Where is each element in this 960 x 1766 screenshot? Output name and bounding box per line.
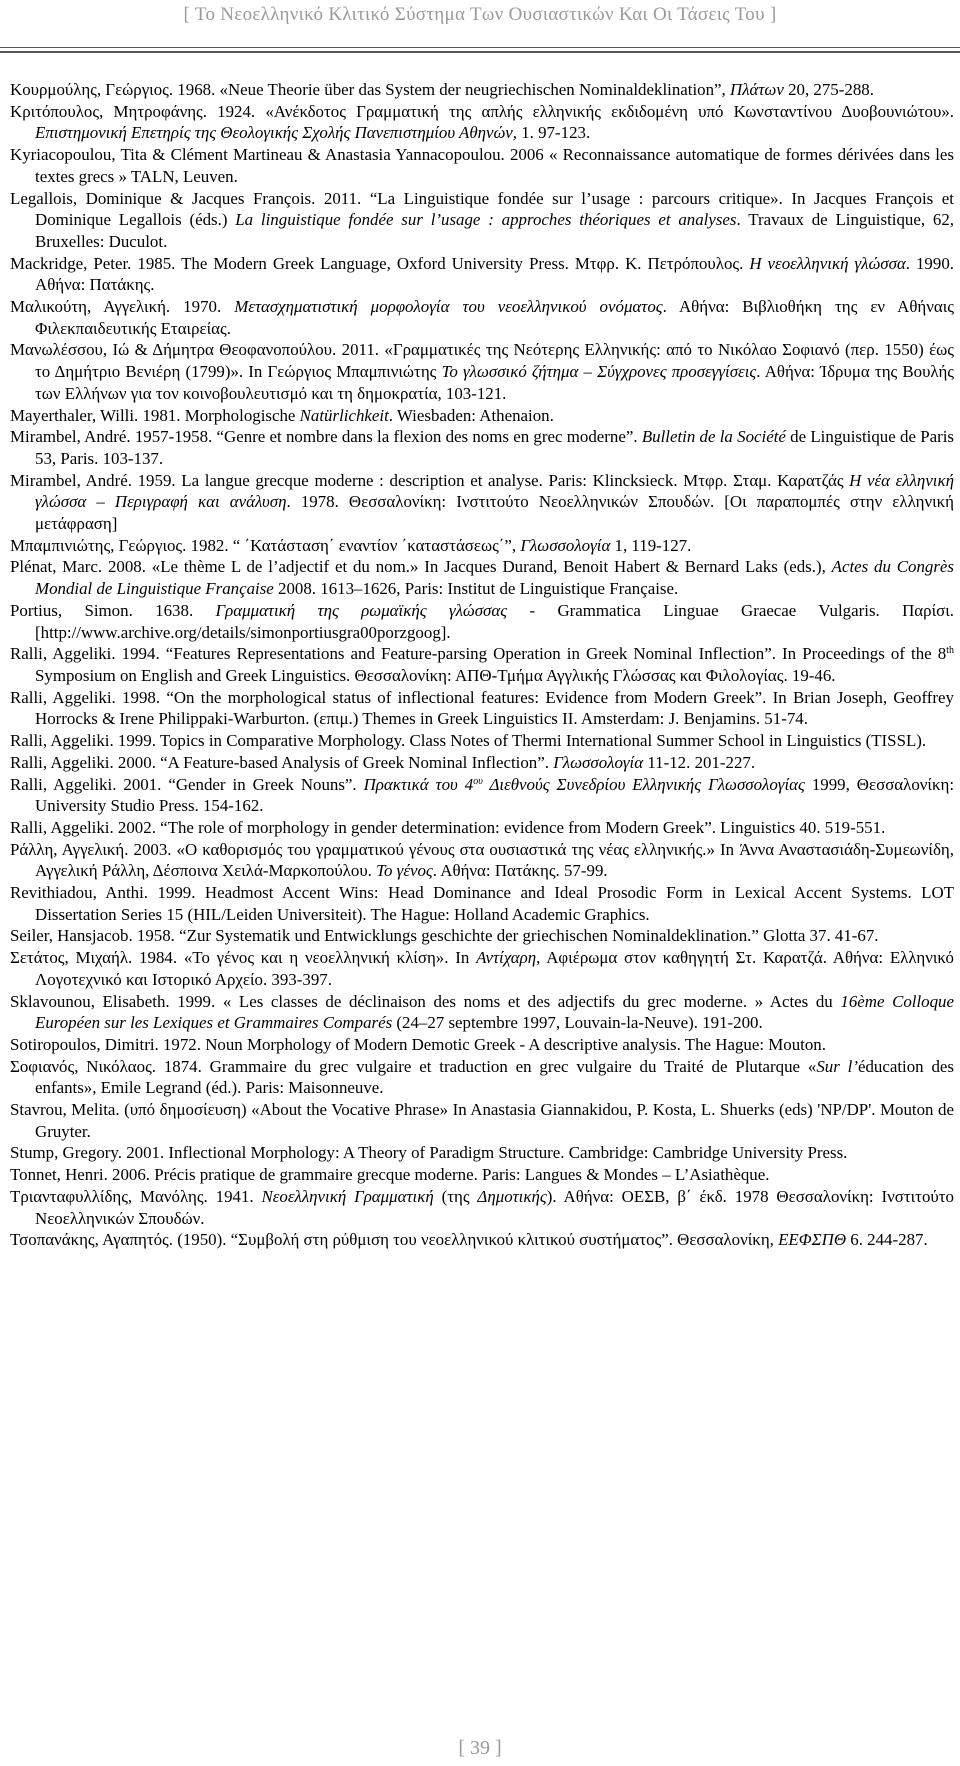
entry-text: Τσοπανάκης, Αγαπητός. (1950). “Συμβολή στη ρύθμιση του νεοελληνικού κλιτικού συστήματος”. Θεσσαλονίκη, xyxy=(10,1230,779,1250)
entry-text: 6. 244-287. xyxy=(846,1230,928,1250)
entry-italic-title: Αντίχαρη xyxy=(476,948,537,968)
entry-superscript: th xyxy=(946,645,954,657)
bibliography-entry xyxy=(10,535,954,557)
bibliography-entry xyxy=(10,643,954,686)
entry-superscript: ου xyxy=(473,775,483,787)
entry-italic-title: Γλωσσολογία xyxy=(520,535,611,555)
bibliography-entry xyxy=(10,1164,954,1186)
running-header: [ Το Νεοελληνικό Κλιτικό Σύστημα Των Ουσιαστικών Και Οι Τάσεις Του ] xyxy=(183,4,777,25)
bibliography-entry xyxy=(10,817,954,839)
bibliography-entry xyxy=(10,947,954,990)
entry-italic-title: Διεθνούς Συνεδρίου Ελληνικής Γλωσσολογίας xyxy=(482,774,805,794)
entry-italic-title: Γλωσσολογία xyxy=(553,752,644,772)
entry-text: Κριτόπουλος, Μητροφάνης. 1924. «Ανέκδοτος Γραμματική της απλής ελληνικής εκδιδομένη υπό Κωνσταντίνου Δυοβουνιώτου». xyxy=(10,101,954,121)
entry-text: (της xyxy=(433,1186,478,1206)
entry-text: Kyriacopoulou, Tita & Clément Martineau & Anastasia Yannacopoulou. 2006 « Reconnaissance automatique de formes dérivées dans les textes grecs » TALN, Leuven. xyxy=(10,145,954,186)
entry-italic-title: Πλάτων xyxy=(730,80,784,99)
entry-text: 11-12. 201-227. xyxy=(643,752,756,772)
entry-text: 1999, Θεσσαλονίκη: University Studio Press. 154-162. xyxy=(35,774,955,816)
entry-italic-title: 16ème Colloque Européen sur les Lexiques et Grammaires Comparés xyxy=(35,991,954,1033)
entry-italic-title: La linguistique fondée sur l’usage : approches théoriques et analyses xyxy=(235,210,737,230)
header-rule-thick xyxy=(0,51,960,53)
entry-text: Κουρμούλης, Γεώργιος. 1968. «Neue Theorie über das System der neugriechischen Nominaldeklination”, xyxy=(10,80,730,99)
bibliography-entry xyxy=(10,405,954,427)
bibliography-entry xyxy=(10,426,954,469)
entry-text: Ralli, Aggeliki. 1994. “Features Representations and Feature-parsing Operation in Greek Nominal Inflection”. In Proceedings of the 8 xyxy=(10,644,947,664)
bibliography-entry xyxy=(10,188,954,253)
entry-text: Symposium on English and Greek Linguistics. Θεσσαλονίκη: ΑΠΘ-Τμήμα Αγγλικής Γλώσσας και Φιλολογίας. 19-46. xyxy=(35,665,836,685)
entry-italic-title: Bulletin de la Société xyxy=(641,427,786,447)
bibliography-entry xyxy=(10,882,954,925)
bibliography-entry xyxy=(10,79,954,101)
entry-text: Mackridge, Peter. 1985. The Modern Greek Language, Oxford University Press. Μτφρ. Κ. Πετρόπουλος. xyxy=(10,253,750,273)
bibliography-entry xyxy=(10,339,954,404)
entry-text: . Αθήνα: Βιβλιοθήκη της εν Αθήναις Φιλεκπαιδευτικής Εταιρείας. xyxy=(35,297,954,338)
entry-italic-title: Natürlichkeit xyxy=(299,405,389,425)
bibliography-entry xyxy=(10,1099,954,1142)
entry-text: éducation des enfants», Emile Legrand (éd.). Paris: Maisonneuve. xyxy=(35,1056,954,1098)
entry-italic-title: Το γλωσσικό ζήτημα – Σύγχρονες προσεγγίσεις xyxy=(441,362,757,382)
entry-text: Seiler, Hansjacob. 1958. “Zur Systematik und Entwicklungs geschichte der griechischen Nominaldeklination.” Glotta 37. 41-67. xyxy=(10,926,879,946)
entry-text: . Αθήνα: Ίδρυμα της Βουλής των Ελλήνων για τον κοινοβουλευτισμό και τη δημοκρατία, 103-121. xyxy=(35,362,954,403)
bibliography-entry xyxy=(10,556,954,599)
bibliography-entry xyxy=(10,991,954,1034)
bibliography-entry xyxy=(10,253,954,296)
entry-text: Ralli, Aggeliki. 2002. “The role of morphology in gender determination: evidence from Modern Greek”. Linguistics 40. 519-551. xyxy=(10,817,886,837)
entry-text: . Wiesbaden: Athenaion. xyxy=(388,405,554,425)
entry-text: Mirambel, André. 1959. La langue grecque moderne : description et analyse. Paris: Klincksieck. Μτφρ. Σταμ. Καρατζάς xyxy=(10,470,850,490)
bibliography-entry xyxy=(10,925,954,947)
entry-text: ). Αθήνα: ΟΕΣΒ, β΄ έκδ. 1978 Θεσσαλονίκη: Ινστιτούτο Νεοελληνικών Σπουδών. xyxy=(35,1186,955,1228)
entry-text: - Grammatica Linguae Graecae Vulgaris. Παρίσι. [http://www.archive.org/details/simonportiusgra00porzgoog]. xyxy=(35,600,954,642)
bibliography-entry xyxy=(10,296,954,339)
entry-italic-title: Δημοτικής xyxy=(477,1186,547,1206)
entry-text: Plénat, Marc. 2008. «Le thème L de l’adjectif et du nom.» In Jacques Durand, Benoit Habert & Bernard Laks (eds.), xyxy=(10,557,832,577)
entry-text: . Travaux de Linguistique, 62, Bruxelles: Duculot. xyxy=(35,210,954,251)
bibliography-entry xyxy=(10,144,954,187)
entry-italic-title: Γραμματική της ρωμαϊκής γλώσσας xyxy=(215,600,508,620)
entry-text: Portius, Simon. 1638. xyxy=(10,600,216,620)
bibliography-entry xyxy=(10,470,954,535)
entry-text: Ralli, Aggeliki. 2000. “A Feature-based Analysis of Greek Nominal Inflection”. xyxy=(10,752,554,772)
bibliography-entry xyxy=(10,752,954,774)
entry-italic-title: Η νεοελληνική γλώσσα xyxy=(749,253,906,273)
entry-text: Ralli, Aggeliki. 1999. Topics in Comparative Morphology. Class Notes of Thermi International Summer School in Linguistics (TISSL). xyxy=(10,731,927,751)
entry-italic-title: Πρακτικά του 4 xyxy=(363,774,474,794)
entry-text: 1, 119-127. xyxy=(610,535,692,555)
entry-text: Μανωλέσσου, Ιώ & Δήμητρα Θεοφανοπούλου. 2011. «Γραμματικές της Νεότερης Ελληνικής: από το Νικόλαο Σοφιανό (περ. 1550) έως το Δημήτριο Βενιέρη (1799)». In Γεώργιος Μπαμπινιώτης xyxy=(10,340,954,382)
entry-text: Ralli, Aggeliki. 2001. “Gender in Greek Nouns”. xyxy=(10,774,364,794)
entry-text: Ράλλη, Αγγελική. 2003. «Ο καθορισμός του γραμματικού γένους στα ουσιαστικά της νέας ελληνικής.» In Άννα Αναστασιάδη-Συμεωνίδη, Αγγελική Ράλλη, Δέσποινα Χειλά-Μαρκοπούλου. xyxy=(10,839,954,881)
bibliography-entry xyxy=(10,839,954,882)
entry-text: de Linguistique de Paris 53, Paris. 103-137. xyxy=(35,427,954,468)
bibliography-entry xyxy=(10,1229,954,1251)
entry-text: Mirambel, André. 1957-1958. “Genre et nombre dans la flexion des noms en grec moderne”. xyxy=(10,427,642,447)
entry-text: (24–27 septembre 1997, Louvain-la-Neuve). 191-200. xyxy=(392,1013,763,1033)
bibliography-entry xyxy=(10,600,954,643)
entry-text: Stump, Gregory. 2001. Inflectional Morphology: A Theory of Paradigm Structure. Cambridge: Cambridge University Press. xyxy=(10,1143,848,1163)
entry-text: Sklavounou, Elisabeth. 1999. « Les classes de déclinaison des noms et des adjectifs du grec moderne. » Actes du xyxy=(10,991,841,1011)
entry-text: . 1990. Αθήνα: Πατάκης. xyxy=(35,253,954,295)
entry-text: 1. 97-123. xyxy=(517,123,591,143)
bibliography-entry xyxy=(10,687,954,730)
entry-italic-title: ΕΕΦΣΠΘ xyxy=(778,1230,847,1250)
entry-text: Μαλικούτη, Αγγελική. 1970. xyxy=(10,297,235,317)
bibliography-entry xyxy=(10,730,954,752)
entry-text: 20, 275-288. xyxy=(783,80,874,99)
entry-text: Mayerthaler, Willi. 1981. Morphologische xyxy=(10,405,300,425)
bibliography-entry xyxy=(10,1034,954,1056)
entry-italic-title: Sur l’ xyxy=(816,1056,858,1076)
entry-text: . 1978. Θεσσαλονίκη: Ινστιτούτο Νεοελληνικών Σπουδών. [Οι παραπομπές στην ελληνική μετάφραση] xyxy=(35,492,954,534)
bibliography-entry xyxy=(10,1142,954,1164)
entry-italic-title: Μετασχηματιστική μορφολογία του νεοελληνικού ονόματος xyxy=(234,297,663,317)
entry-text: Legallois, Dominique & Jacques François. 2011. “La Linguistique fondée sur l’usage : parcours critique». In Jacques François et Dominique Legallois (éds.) xyxy=(10,188,954,230)
bibliography-entry xyxy=(10,1186,954,1229)
entry-italic-title: Το γένος xyxy=(376,861,433,881)
bibliography-entry xyxy=(10,101,954,144)
page-number: [ 39 ] xyxy=(458,1737,502,1759)
entry-italic-title: Η νέα ελληνική γλώσσα – Περιγραφή και ανάλυση xyxy=(35,470,954,512)
header-rule xyxy=(0,47,960,48)
entry-text: Stavrou, Melita. (υπό δημοσίευση) «About the Vocative Phrase» In Anastasia Giannakidou, P. Kosta, L. Shuerks (eds) 'NP/DP'. Mouton de Gruyter. xyxy=(10,1100,954,1141)
entry-text: Tonnet, Henri. 2006. Précis pratique de grammaire grecque moderne. Paris: Langues & Mondes – L’Asiathèque. xyxy=(10,1165,770,1185)
entry-italic-title: Επιστημονική Επετηρίς της Θεολογικής Σχολής Πανεπιστημίου Αθηνών, xyxy=(35,123,517,143)
bibliography-entry xyxy=(10,1056,954,1099)
entry-text: Ralli, Aggeliki. 1998. “On the morphological status of inflectional features: Evidence from Modern Greek”. In Brian Joseph, Geoffrey Horrocks & Irene Philippaki-Warburton. (επιμ.) Themes in Greek Linguistics II. Amsterdam: J. Benjamins. 51-74. xyxy=(10,687,954,729)
entry-text: 2008. 1613–1626, Paris: Institut de Linguistique Française. xyxy=(273,579,679,599)
entry-text: , Αφιέρωμα στον καθηγητή Στ. Καρατζά. Αθήνα: Ελληνικό Λογοτεχνικό και Ιστορικό Αρχείο. 393-397. xyxy=(35,948,954,989)
entry-text: Τριανταφυλλίδης, Μανόλης. 1941. xyxy=(10,1186,262,1206)
entry-text: Sotiropoulos, Dimitri. 1972. Noun Morphology of Modern Demotic Greek - A descriptive analysis. The Hague: Mouton. xyxy=(10,1034,826,1054)
entry-text: Μπαμπινιώτης, Γεώργιος. 1982. “ ΄Κατάσταση΄ εναντίον ΄καταστάσεως΄”, xyxy=(10,535,521,555)
entry-text: Σοφιανός, Νικόλαος. 1874. Grammaire du grec vulgaire et traduction en grec vulgaire du Traité de Plutarque « xyxy=(10,1056,817,1076)
entry-italic-title: Νεοελληνική Γραμματική xyxy=(261,1186,434,1206)
entry-italic-title: Actes du Congrès Mondial de Linguistique Française xyxy=(35,557,954,599)
entry-text: Revithiadou, Anthi. 1999. Headmost Accent Wins: Head Dominance and Ideal Prosodic Form in Lexical Accent Systems. LOT Dissertation Series 15 (HIL/Leiden Universiteit). The Hague: Holland Academic Graphics. xyxy=(10,883,954,924)
bibliography-list xyxy=(10,79,954,1251)
bibliography-entry xyxy=(10,774,954,817)
entry-text: Σετάτος, Μιχαήλ. 1984. «Το γένος και η νεοελληνική κλίση». In xyxy=(10,948,477,968)
entry-text: . Αθήνα: Πατάκης. 57-99. xyxy=(432,861,608,881)
